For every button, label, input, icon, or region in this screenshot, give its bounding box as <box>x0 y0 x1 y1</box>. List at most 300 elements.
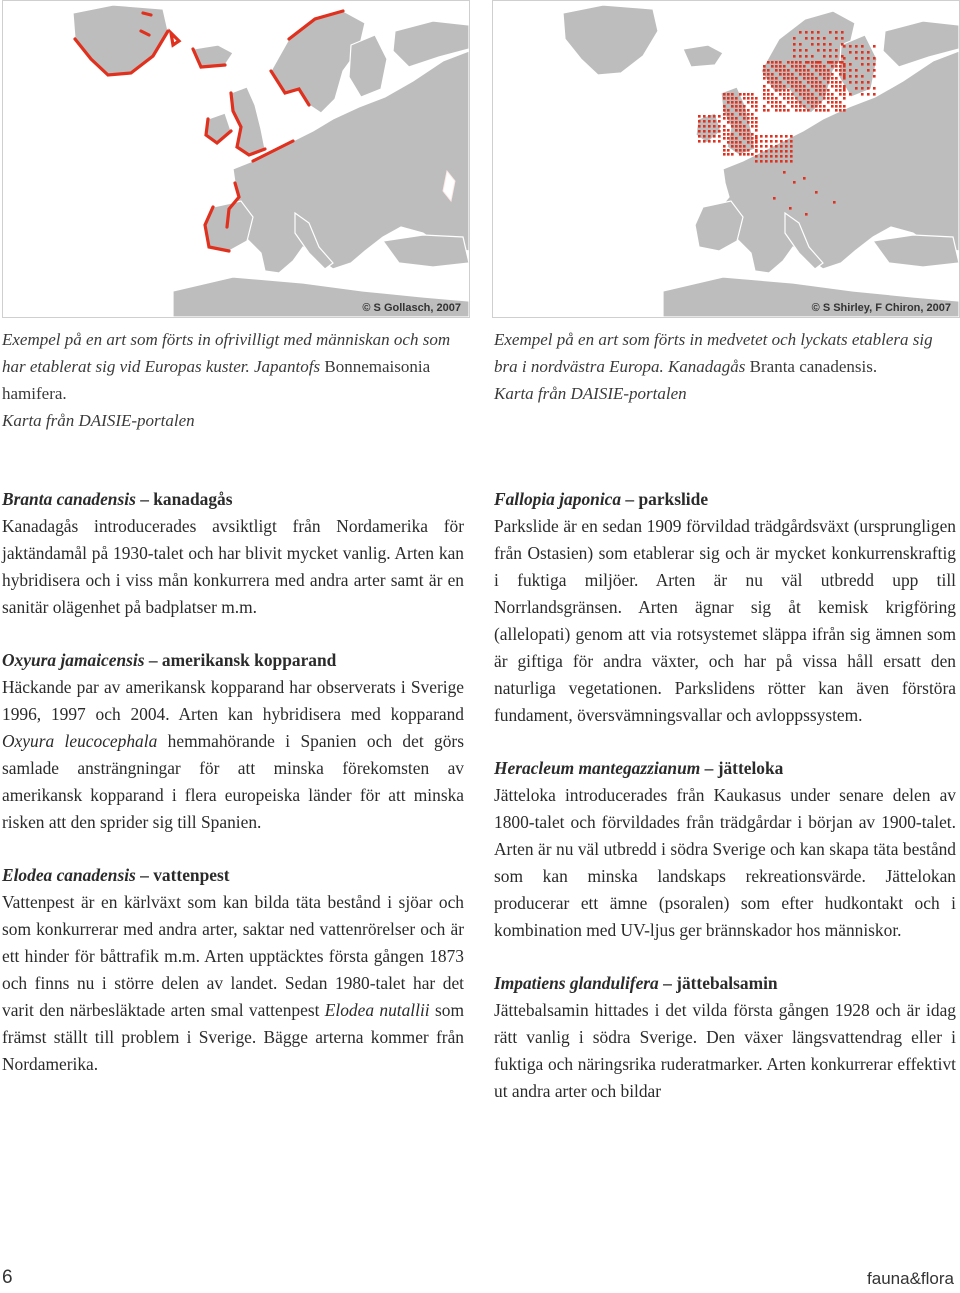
grid-marker <box>751 145 754 148</box>
grid-marker <box>739 125 742 128</box>
grid-marker <box>855 51 858 54</box>
grid-marker <box>747 133 750 136</box>
grid-marker <box>743 105 746 108</box>
section-heading <box>494 755 956 782</box>
grid-marker <box>861 93 864 96</box>
grid-marker <box>771 61 774 64</box>
iceland <box>683 45 723 67</box>
grid-marker <box>751 141 754 144</box>
grid-marker <box>799 81 802 84</box>
grid-marker <box>791 93 794 96</box>
grid-marker <box>819 81 822 84</box>
heading-dash: – <box>135 865 154 885</box>
grid-marker <box>723 125 726 128</box>
grid-marker <box>775 85 778 88</box>
grid-marker <box>731 133 734 136</box>
grid-marker <box>855 81 858 84</box>
grid-marker <box>770 160 773 163</box>
grid-marker <box>731 101 734 104</box>
heading-dash: – <box>621 489 639 509</box>
grid-marker <box>795 105 798 108</box>
grid-marker <box>861 81 864 84</box>
grid-marker <box>803 65 806 68</box>
grid-marker <box>718 120 721 123</box>
grid-marker <box>779 69 782 72</box>
grid-marker <box>799 55 802 58</box>
grid-marker <box>747 109 750 112</box>
grid-marker <box>779 81 782 84</box>
grid-marker <box>747 129 750 132</box>
grid-marker <box>739 101 742 104</box>
grid-marker <box>835 97 838 100</box>
grid-marker <box>727 101 730 104</box>
grid-marker <box>807 77 810 80</box>
grid-marker <box>795 89 798 92</box>
grid-marker <box>823 93 826 96</box>
grid-marker <box>795 81 798 84</box>
grid-marker <box>815 69 818 72</box>
grid-marker <box>811 97 814 100</box>
grid-marker <box>811 37 814 40</box>
grid-marker <box>743 133 746 136</box>
grid-marker <box>783 89 786 92</box>
grid-marker <box>855 69 858 72</box>
grid-marker <box>835 85 838 88</box>
grid-marker <box>790 160 793 163</box>
grid-marker <box>867 87 870 90</box>
grid-marker <box>795 77 798 80</box>
heading-latin: Impatiens glandulifera <box>494 973 659 993</box>
grid-marker <box>793 43 796 46</box>
grid-marker <box>839 105 842 108</box>
grid-marker <box>849 51 852 54</box>
grid-marker <box>780 150 783 153</box>
grid-marker <box>723 117 726 120</box>
grid-marker <box>763 65 766 68</box>
grid-marker <box>779 65 782 68</box>
grid-marker <box>770 140 773 143</box>
grid-marker <box>760 135 763 138</box>
grid-marker <box>765 140 768 143</box>
grid-marker <box>805 213 808 216</box>
grid-marker <box>783 73 786 76</box>
grid-marker <box>739 149 742 152</box>
caption-right-text: Exempel på en art som förts in medvetet och lyckats etablera sig bra i nordvästra Europa. Kanadagås <box>494 330 933 376</box>
grid-marker <box>703 120 706 123</box>
heading-common: amerikansk kopparand <box>161 650 337 670</box>
grid-marker <box>873 63 876 66</box>
heading-common: parkslide <box>638 489 709 509</box>
grid-marker <box>799 85 802 88</box>
grid-marker <box>723 133 726 136</box>
grid-marker <box>799 43 802 46</box>
grid-marker <box>775 155 778 158</box>
grid-marker <box>811 77 814 80</box>
grid-marker <box>751 121 754 124</box>
grid-marker <box>771 97 774 100</box>
grid-marker <box>819 65 822 68</box>
grid-marker <box>855 57 858 60</box>
grid-marker <box>767 93 770 96</box>
section-body <box>2 892 464 1074</box>
grid-marker <box>835 109 838 112</box>
grid-marker <box>827 93 830 96</box>
grid-marker <box>763 109 766 112</box>
grid-marker <box>811 43 814 46</box>
grid-marker <box>783 171 786 174</box>
grid-marker <box>831 101 834 104</box>
grid-marker <box>735 121 738 124</box>
grid-marker <box>823 97 826 100</box>
grid-marker <box>795 85 798 88</box>
grid-marker <box>807 109 810 112</box>
magazine-logo: fauna&flora <box>867 1269 954 1288</box>
grid-marker <box>735 105 738 108</box>
grid-marker <box>823 89 826 92</box>
grid-marker <box>849 81 852 84</box>
grid-marker <box>698 140 701 143</box>
grid-marker <box>817 43 820 46</box>
grid-marker <box>849 63 852 66</box>
section-heading <box>2 486 464 513</box>
grid-marker <box>819 109 822 112</box>
grid-marker <box>713 125 716 128</box>
grid-marker <box>807 101 810 104</box>
grid-marker <box>799 101 802 104</box>
grid-marker <box>763 85 766 88</box>
grid-marker <box>708 115 711 118</box>
grid-marker <box>831 65 834 68</box>
grid-marker <box>780 160 783 163</box>
grid-marker <box>839 69 842 72</box>
grid-marker <box>731 113 734 116</box>
grid-marker <box>747 97 750 100</box>
grid-marker <box>805 61 808 64</box>
grid-marker <box>708 140 711 143</box>
grid-marker <box>775 61 778 64</box>
grid-marker <box>835 105 838 108</box>
grid-marker <box>835 55 838 58</box>
grid-marker <box>811 105 814 108</box>
heading-common: jätteloka <box>717 758 784 778</box>
body-part-1: Vattenpest är en kärlväxt som kan bilda täta bestånd i sjöar och som konkurrerar med andra arter, saktar ned vattenrörelser och är ett hinder för båttrafik m.m. Arten upptäcktes första gången 1873 och finns nu i större delen av landet. Sedan 1980-talet har det varit den närbesläktade arten smal vattenpest <box>2 892 464 1020</box>
grid-marker <box>751 97 754 100</box>
grid-marker <box>829 55 832 58</box>
grid-marker <box>779 105 782 108</box>
map-coastal-distribution <box>2 0 470 318</box>
grid-marker <box>727 113 730 116</box>
grid-marker <box>731 153 734 156</box>
grid-marker <box>803 89 806 92</box>
grid-marker <box>775 150 778 153</box>
caption-left-source: Karta från DAISIE-portalen <box>2 411 195 430</box>
grid-marker <box>831 105 834 108</box>
grid-marker <box>739 121 742 124</box>
grid-marker <box>873 69 876 72</box>
grid-marker <box>815 101 818 104</box>
heading-common: kanadagås <box>153 489 233 509</box>
grid-marker <box>731 93 734 96</box>
grid-marker <box>755 121 758 124</box>
grid-marker <box>823 43 826 46</box>
section-heading <box>494 486 956 513</box>
grid-marker <box>867 69 870 72</box>
grid-marker <box>815 97 818 100</box>
grid-marker <box>791 81 794 84</box>
grid-marker <box>713 120 716 123</box>
grid-marker <box>739 141 742 144</box>
grid-marker <box>811 55 814 58</box>
article-column-right <box>494 486 956 1131</box>
grid-marker <box>795 109 798 112</box>
grid-marker <box>755 160 758 163</box>
grid-marker <box>755 129 758 132</box>
grid-marker <box>775 109 778 112</box>
grid-marker <box>739 129 742 132</box>
grid-marker <box>708 120 711 123</box>
grid-marker <box>827 109 830 112</box>
grid-marker <box>827 77 830 80</box>
grid-marker <box>780 145 783 148</box>
grid-marker <box>775 69 778 72</box>
grid-marker <box>827 81 830 84</box>
grid-marker <box>843 69 846 72</box>
grid-marker <box>799 93 802 96</box>
grid-marker <box>780 155 783 158</box>
grid-marker <box>703 125 706 128</box>
grid-marker <box>771 105 774 108</box>
grid-marker <box>743 149 746 152</box>
grid-marker <box>803 73 806 76</box>
grid-marker <box>703 115 706 118</box>
grid-marker <box>698 130 701 133</box>
grid-marker <box>861 57 864 60</box>
grid-marker <box>723 105 726 108</box>
grid-marker <box>839 85 842 88</box>
grid-marker <box>823 69 826 72</box>
grid-marker <box>727 117 730 120</box>
grid-marker <box>839 65 842 68</box>
grid-marker <box>861 75 864 78</box>
grid-marker <box>739 113 742 116</box>
grid-marker <box>755 140 758 143</box>
caption-right-source: Karta från DAISIE-portalen <box>494 384 687 403</box>
grid-marker <box>779 73 782 76</box>
grid-marker <box>779 85 782 88</box>
grid-marker <box>735 109 738 112</box>
grid-marker <box>783 93 786 96</box>
grid-marker <box>803 69 806 72</box>
grid-marker <box>835 69 838 72</box>
grid-marker <box>775 145 778 148</box>
grid-marker <box>827 89 830 92</box>
grid-marker <box>783 97 786 100</box>
grid-marker <box>727 97 730 100</box>
grid-marker <box>843 75 846 78</box>
caption-left-text: Exempel på en art som förts in ofrivilligt med människan och som har etablerat sig vid Europas kuster. Japantofs <box>2 330 451 376</box>
grid-marker <box>799 49 802 52</box>
grid-marker <box>783 69 786 72</box>
grid-marker <box>827 69 830 72</box>
grid-marker <box>823 73 826 76</box>
grid-marker <box>829 61 832 64</box>
grid-marker <box>855 87 858 90</box>
grid-marker <box>771 101 774 104</box>
grid-marker <box>811 31 814 34</box>
grid-marker <box>843 97 846 100</box>
body-part-1: Häckande par av amerikansk kopparand har observerats i Sverige 1996, 1997 och 2004. Arten kan hybridisera med kopparand <box>2 677 464 724</box>
grid-marker <box>843 93 846 96</box>
grid-marker <box>698 115 701 118</box>
grid-marker <box>835 89 838 92</box>
grid-marker <box>839 81 842 84</box>
grid-marker <box>785 155 788 158</box>
grid-marker <box>841 37 844 40</box>
grid-marker <box>767 69 770 72</box>
grid-marker <box>771 81 774 84</box>
grid-marker <box>805 55 808 58</box>
grid-marker <box>787 81 790 84</box>
map-canada-goose-distribution <box>492 0 960 318</box>
grid-marker <box>815 191 818 194</box>
grid-marker <box>718 115 721 118</box>
grid-marker <box>708 125 711 128</box>
grid-marker <box>849 93 852 96</box>
grid-marker <box>771 77 774 80</box>
grid-marker <box>790 155 793 158</box>
grid-marker <box>867 63 870 66</box>
grid-marker <box>861 63 864 66</box>
grid-marker <box>708 135 711 138</box>
grid-marker <box>827 73 830 76</box>
grid-marker <box>811 61 814 64</box>
grid-marker <box>807 69 810 72</box>
grid-marker <box>698 135 701 138</box>
grid-marker <box>787 109 790 112</box>
grid-marker <box>803 93 806 96</box>
greenland <box>563 5 658 75</box>
section-impatiens-glandulifera <box>494 970 956 1105</box>
grid-marker <box>849 45 852 48</box>
grid-marker <box>767 101 770 104</box>
grid-marker <box>815 77 818 80</box>
grid-marker <box>767 97 770 100</box>
grid-marker <box>823 85 826 88</box>
grid-marker <box>723 153 726 156</box>
grid-marker <box>855 75 858 78</box>
grid-marker <box>755 117 758 120</box>
grid-marker <box>775 140 778 143</box>
grid-marker <box>823 37 826 40</box>
grid-marker <box>763 97 766 100</box>
grid-marker <box>819 101 822 104</box>
grid-marker <box>791 77 794 80</box>
grid-marker <box>795 65 798 68</box>
grid-marker <box>827 101 830 104</box>
grid-marker <box>779 93 782 96</box>
grid-marker <box>770 135 773 138</box>
caption-right-species: Branta canadensis. <box>749 357 878 376</box>
grid-marker <box>829 31 832 34</box>
grid-marker <box>747 121 750 124</box>
map-credit-right: © S Shirley, F Chiron, 2007 <box>811 302 951 314</box>
grid-marker <box>873 45 876 48</box>
grid-marker <box>799 73 802 76</box>
grid-marker <box>841 31 844 34</box>
grid-marker <box>823 49 826 52</box>
greenland <box>73 5 168 75</box>
grid-marker <box>819 89 822 92</box>
grid-marker <box>855 45 858 48</box>
grid-marker <box>843 87 846 90</box>
grid-marker <box>817 37 820 40</box>
heading-latin: Heracleum mantegazzianum <box>494 758 701 778</box>
grid-marker <box>867 93 870 96</box>
grid-marker <box>829 49 832 52</box>
grid-marker <box>771 85 774 88</box>
grid-marker <box>799 31 802 34</box>
grid-marker <box>795 61 798 64</box>
grid-marker <box>807 81 810 84</box>
grid-marker <box>817 31 820 34</box>
grid-marker <box>811 73 814 76</box>
grid-marker <box>787 89 790 92</box>
grid-marker <box>767 89 770 92</box>
heading-dash: – <box>144 650 162 670</box>
grid-marker <box>743 129 746 132</box>
grid-marker <box>787 97 790 100</box>
grid-marker <box>819 105 822 108</box>
grid-marker <box>839 109 842 112</box>
turkey <box>383 235 469 267</box>
grid-marker <box>735 145 738 148</box>
body-latin-name: Oxyura leucocephala <box>2 731 158 751</box>
grid-marker <box>743 125 746 128</box>
grid-marker <box>799 61 802 64</box>
section-body: Kanadagås introducerades avsiktligt från Nordamerika för jaktändamål på 1930-talet och har blivit mycket vanlig. Arten kan hybridisera och i viss mån konkurrera med andra arter samt är en sanitär olägenhet på badplatser m.m. <box>2 516 464 617</box>
grid-marker <box>803 85 806 88</box>
grid-marker <box>727 153 730 156</box>
grid-marker <box>843 45 846 48</box>
grid-marker <box>771 73 774 76</box>
grid-marker <box>760 150 763 153</box>
grid-marker <box>803 105 806 108</box>
grid-marker <box>790 150 793 153</box>
grid-marker <box>770 145 773 148</box>
grid-marker <box>791 105 794 108</box>
grid-marker <box>819 73 822 76</box>
grid-marker <box>739 133 742 136</box>
grid-marker <box>747 93 750 96</box>
grid-marker <box>867 51 870 54</box>
grid-marker <box>775 81 778 84</box>
grid-marker <box>731 97 734 100</box>
grid-marker <box>843 57 846 60</box>
grid-marker <box>873 93 876 96</box>
grid-marker <box>735 137 738 140</box>
grid-marker <box>823 55 826 58</box>
grid-marker <box>807 93 810 96</box>
heading-dash: – <box>135 489 154 509</box>
grid-marker <box>790 135 793 138</box>
grid-marker <box>731 145 734 148</box>
grid-marker <box>731 137 734 140</box>
grid-marker <box>811 85 814 88</box>
grid-marker <box>867 81 870 84</box>
grid-marker <box>835 65 838 68</box>
grid-marker <box>723 113 726 116</box>
grid-marker <box>843 105 846 108</box>
